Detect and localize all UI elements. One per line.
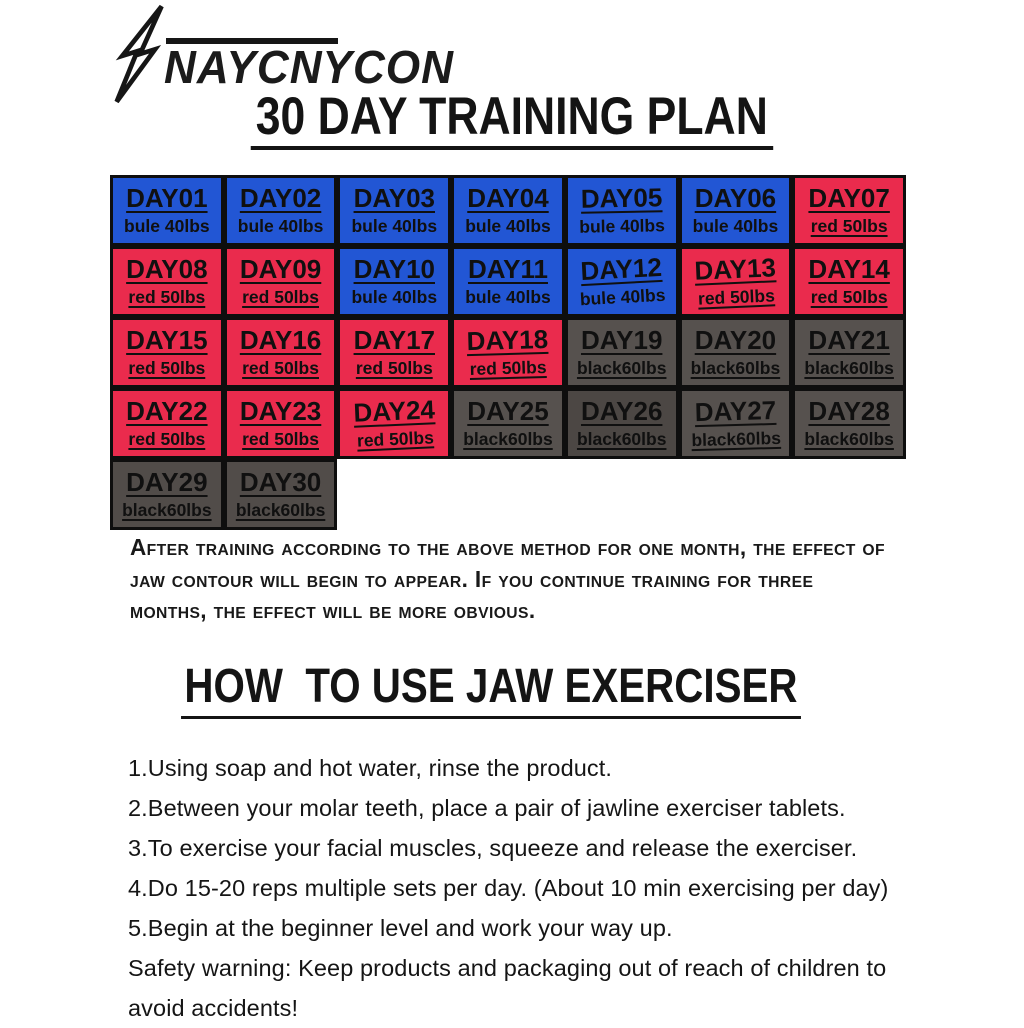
weight-label: red 50lbs xyxy=(697,285,775,309)
day-label: DAY11 xyxy=(467,254,548,285)
how-to-steps xyxy=(128,748,930,1028)
day-cell xyxy=(565,317,679,388)
day-cell xyxy=(565,175,679,246)
weight-label: red 50lbs xyxy=(128,287,206,308)
day-label: DAY18 xyxy=(466,324,549,357)
weight-label: red 50lbs xyxy=(810,216,888,237)
day-label: DAY02 xyxy=(239,183,322,214)
weight-label: red 50lbs xyxy=(242,287,319,308)
weight-label: black60lbs xyxy=(122,500,212,521)
day-label: DAY27 xyxy=(694,395,777,428)
weight-label: red 50lbs xyxy=(356,427,434,451)
weight-label: bule 40lbs xyxy=(692,216,779,237)
weight-label: red 50lbs xyxy=(810,287,888,308)
day-cell xyxy=(565,388,679,459)
day-cell xyxy=(451,388,565,459)
day-cell xyxy=(565,246,679,317)
day-cell xyxy=(337,246,451,317)
weight-label: bule 40lbs xyxy=(351,287,438,308)
day-label: DAY13 xyxy=(693,252,777,287)
day-label: DAY06 xyxy=(694,183,777,214)
day-cell xyxy=(451,317,565,388)
day-cell xyxy=(679,317,793,388)
safety-warning: Safety warning: Keep products and packaging out of reach of children to avoid accidents! xyxy=(128,955,887,1021)
weight-label: black60lbs xyxy=(235,500,326,521)
day-cell xyxy=(224,317,338,388)
day-cell xyxy=(337,388,451,459)
title-row xyxy=(0,87,1024,150)
day-cell xyxy=(451,175,565,246)
day-label: DAY07 xyxy=(808,183,890,214)
day-cell xyxy=(110,175,224,246)
day-label: DAY04 xyxy=(467,183,549,214)
day-label: DAY05 xyxy=(580,182,663,214)
weight-label: red 50lbs xyxy=(355,358,433,379)
day-cell xyxy=(224,388,338,459)
weight-label: bule 40lbs xyxy=(237,216,324,237)
day-cell xyxy=(224,246,338,317)
day-label: DAY23 xyxy=(239,396,322,427)
day-label: DAY17 xyxy=(353,325,435,356)
day-cell xyxy=(679,388,793,459)
day-label: DAY29 xyxy=(126,467,208,498)
weight-label: black60lbs xyxy=(690,428,781,451)
day-cell xyxy=(792,388,906,459)
day-cell xyxy=(792,175,906,246)
description-text: After training according to the above method for one month, the effect of jaw contour will begin to appear. If you continue training for three months, the effect will be more obvious. xyxy=(130,534,885,623)
day-cell xyxy=(792,246,906,317)
day-cell xyxy=(110,388,224,459)
day-label: DAY25 xyxy=(467,396,549,427)
weight-label: black60lbs xyxy=(804,358,894,379)
day-label: DAY16 xyxy=(239,325,322,356)
day-label: DAY15 xyxy=(126,325,208,356)
day-label: DAY10 xyxy=(353,254,435,285)
day-cell xyxy=(792,317,906,388)
weight-label: red 50lbs xyxy=(128,358,206,379)
how-to-heading: HOW TO USE JAW EXERCISER xyxy=(181,664,801,719)
step-item: 3.To exercise your facial muscles, squeeze and release the exerciser. xyxy=(128,835,858,861)
brand-name: NAYCNYCON xyxy=(164,41,454,93)
training-grid xyxy=(110,175,906,530)
day-cell xyxy=(224,175,338,246)
weight-label: red 50lbs xyxy=(469,357,548,380)
lightning-bolt-icon xyxy=(112,2,170,106)
step-item: 1.Using soap and hot water, rinse the product. xyxy=(128,755,613,781)
day-label: DAY08 xyxy=(126,254,208,285)
day-cell xyxy=(679,175,793,246)
page-title: 30 DAY TRAINING PLAN xyxy=(251,92,773,150)
day-label: DAY28 xyxy=(808,396,890,427)
day-cell xyxy=(679,246,793,317)
day-label: DAY24 xyxy=(352,394,436,429)
day-label: DAY09 xyxy=(239,254,322,285)
day-label: DAY22 xyxy=(126,396,208,427)
weight-label: red 50lbs xyxy=(242,429,319,450)
day-cell xyxy=(110,317,224,388)
weight-label: bule 40lbs xyxy=(465,216,551,237)
weight-label: red 50lbs xyxy=(242,358,319,379)
day-label: DAY03 xyxy=(353,183,435,214)
weight-label: bule 40lbs xyxy=(465,287,551,308)
step-item: 5.Begin at the beginner level and work your way up. xyxy=(128,915,673,941)
day-cell xyxy=(451,246,565,317)
weight-label: black60lbs xyxy=(690,358,781,379)
weight-label: bule 40lbs xyxy=(579,285,666,310)
day-cell xyxy=(337,317,451,388)
weight-label: red 50lbs xyxy=(128,429,206,450)
day-label: DAY30 xyxy=(239,467,322,498)
day-cell xyxy=(110,459,224,530)
day-label: DAY26 xyxy=(580,396,663,427)
day-label: DAY12 xyxy=(579,252,663,287)
weight-label: black60lbs xyxy=(576,358,667,379)
weight-label: bule 40lbs xyxy=(351,216,438,237)
weight-label: black60lbs xyxy=(576,429,667,450)
weight-label: black60lbs xyxy=(463,429,553,450)
how-to-heading-row xyxy=(0,660,1003,719)
day-label: DAY21 xyxy=(808,325,890,356)
weight-label: bule 40lbs xyxy=(124,216,210,237)
step-item: 2.Between your molar teeth, place a pair of jawline exerciser tablets. xyxy=(128,795,846,821)
weight-label: black60lbs xyxy=(804,429,894,450)
steps-list xyxy=(128,748,930,948)
day-cell xyxy=(224,459,338,530)
weight-label: bule 40lbs xyxy=(579,215,665,237)
step-item: 4.Do 15-20 reps multiple sets per day. (About 10 min exercising per day) xyxy=(128,875,889,901)
day-cell xyxy=(110,246,224,317)
day-label: DAY14 xyxy=(808,254,890,285)
day-label: DAY19 xyxy=(580,325,663,356)
day-label: DAY20 xyxy=(694,325,777,356)
day-cell xyxy=(337,175,451,246)
day-label: DAY01 xyxy=(126,183,208,214)
